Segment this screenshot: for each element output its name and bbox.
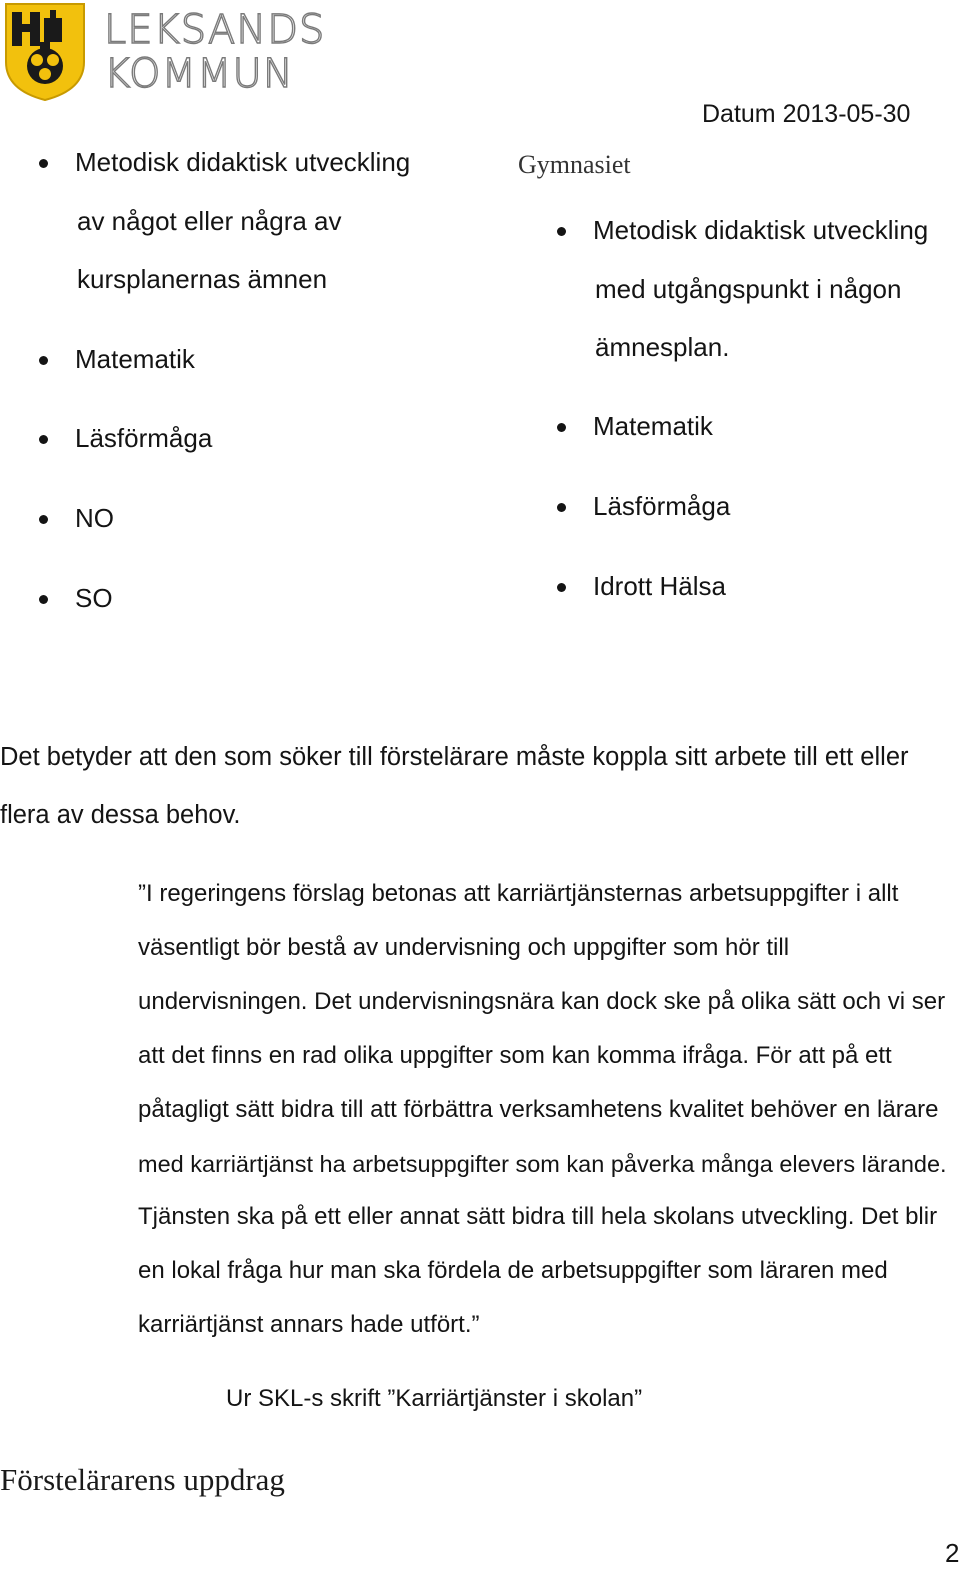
left-item-2: Matematik bbox=[75, 344, 195, 374]
bullet-icon bbox=[557, 503, 566, 512]
quote-line-5: påtagligt sätt bidra till att förbättra verksamhetens kvalitet behöver en lärare bbox=[138, 1096, 939, 1123]
quote-line-7: Tjänsten ska på ett eller annat sätt bidra till hela skolans utveckling. Det blir bbox=[138, 1203, 938, 1230]
page-number: 2 bbox=[945, 1538, 960, 1568]
left-item-3: Läsförmåga bbox=[75, 423, 213, 453]
right-column-heading: Gymnasiet bbox=[518, 150, 631, 179]
municipality-logo bbox=[4, 2, 326, 102]
quote-line-6: med karriärtjänst ha arbetsuppgifter som kan påverka många elevers lärande. bbox=[138, 1151, 947, 1177]
leksand-coat-of-arms-icon bbox=[4, 2, 86, 102]
quote-line-8: en lokal fråga hur man ska fördela de arbetsuppgifter som läraren med bbox=[138, 1257, 888, 1284]
body-line-1: Det betyder att den som söker till förstelärare måste koppla sitt arbete till ett eller bbox=[0, 743, 909, 771]
left-item-5: SO bbox=[75, 583, 113, 613]
body-line-2: flera av dessa behov. bbox=[0, 801, 241, 829]
left-item-4: NO bbox=[75, 503, 114, 533]
right-item-3: Läsförmåga bbox=[593, 491, 731, 521]
section-title: Förstelärarens uppdrag bbox=[0, 1462, 285, 1497]
quote-source: Ur SKL-s skrift ”Karriärtjänster i skolan” bbox=[226, 1385, 643, 1412]
right-item-4: Idrott Hälsa bbox=[593, 571, 726, 601]
logo-line-2: KOMMUN bbox=[104, 51, 294, 97]
bullet-icon bbox=[557, 227, 566, 236]
right-item-2: Matematik bbox=[593, 411, 713, 441]
bullet-icon bbox=[557, 423, 566, 432]
document-date: Datum 2013-05-30 bbox=[702, 100, 911, 128]
bullet-icon bbox=[557, 583, 566, 592]
bullet-icon bbox=[39, 159, 48, 168]
quote-line-4: att det finns en rad olika uppgifter som kan komma ifråga. För att på ett bbox=[138, 1042, 892, 1069]
left-item-1-line-2: av något eller några av bbox=[77, 206, 342, 236]
left-item-1-line-1: Metodisk didaktisk utveckling bbox=[75, 147, 411, 177]
bullet-icon bbox=[39, 515, 48, 524]
right-item-1-line-3: ämnesplan. bbox=[595, 332, 730, 362]
quote-line-9: karriärtjänst annars hade utfört.” bbox=[138, 1311, 480, 1338]
logo-line-1: LEKSANDS bbox=[104, 7, 326, 53]
right-item-1-line-2: med utgångspunkt i någon bbox=[595, 274, 902, 304]
bullet-icon bbox=[39, 435, 48, 444]
quote-line-1: ”I regeringens förslag betonas att karriärtjänsternas arbetsuppgifter i allt bbox=[138, 880, 899, 907]
left-item-1-line-3: kursplanernas ämnen bbox=[77, 264, 328, 294]
right-item-1-line-1: Metodisk didaktisk utveckling bbox=[593, 215, 929, 245]
quote-line-3: undervisningen. Det undervisningsnära kan dock ske på olika sätt och vi ser bbox=[138, 988, 946, 1015]
logo-wordmark bbox=[104, 8, 325, 96]
bullet-icon bbox=[39, 356, 48, 365]
bullet-icon bbox=[39, 595, 48, 604]
quote-line-2: väsentligt bör bestå av undervisning och uppgifter som hör till bbox=[138, 934, 790, 961]
